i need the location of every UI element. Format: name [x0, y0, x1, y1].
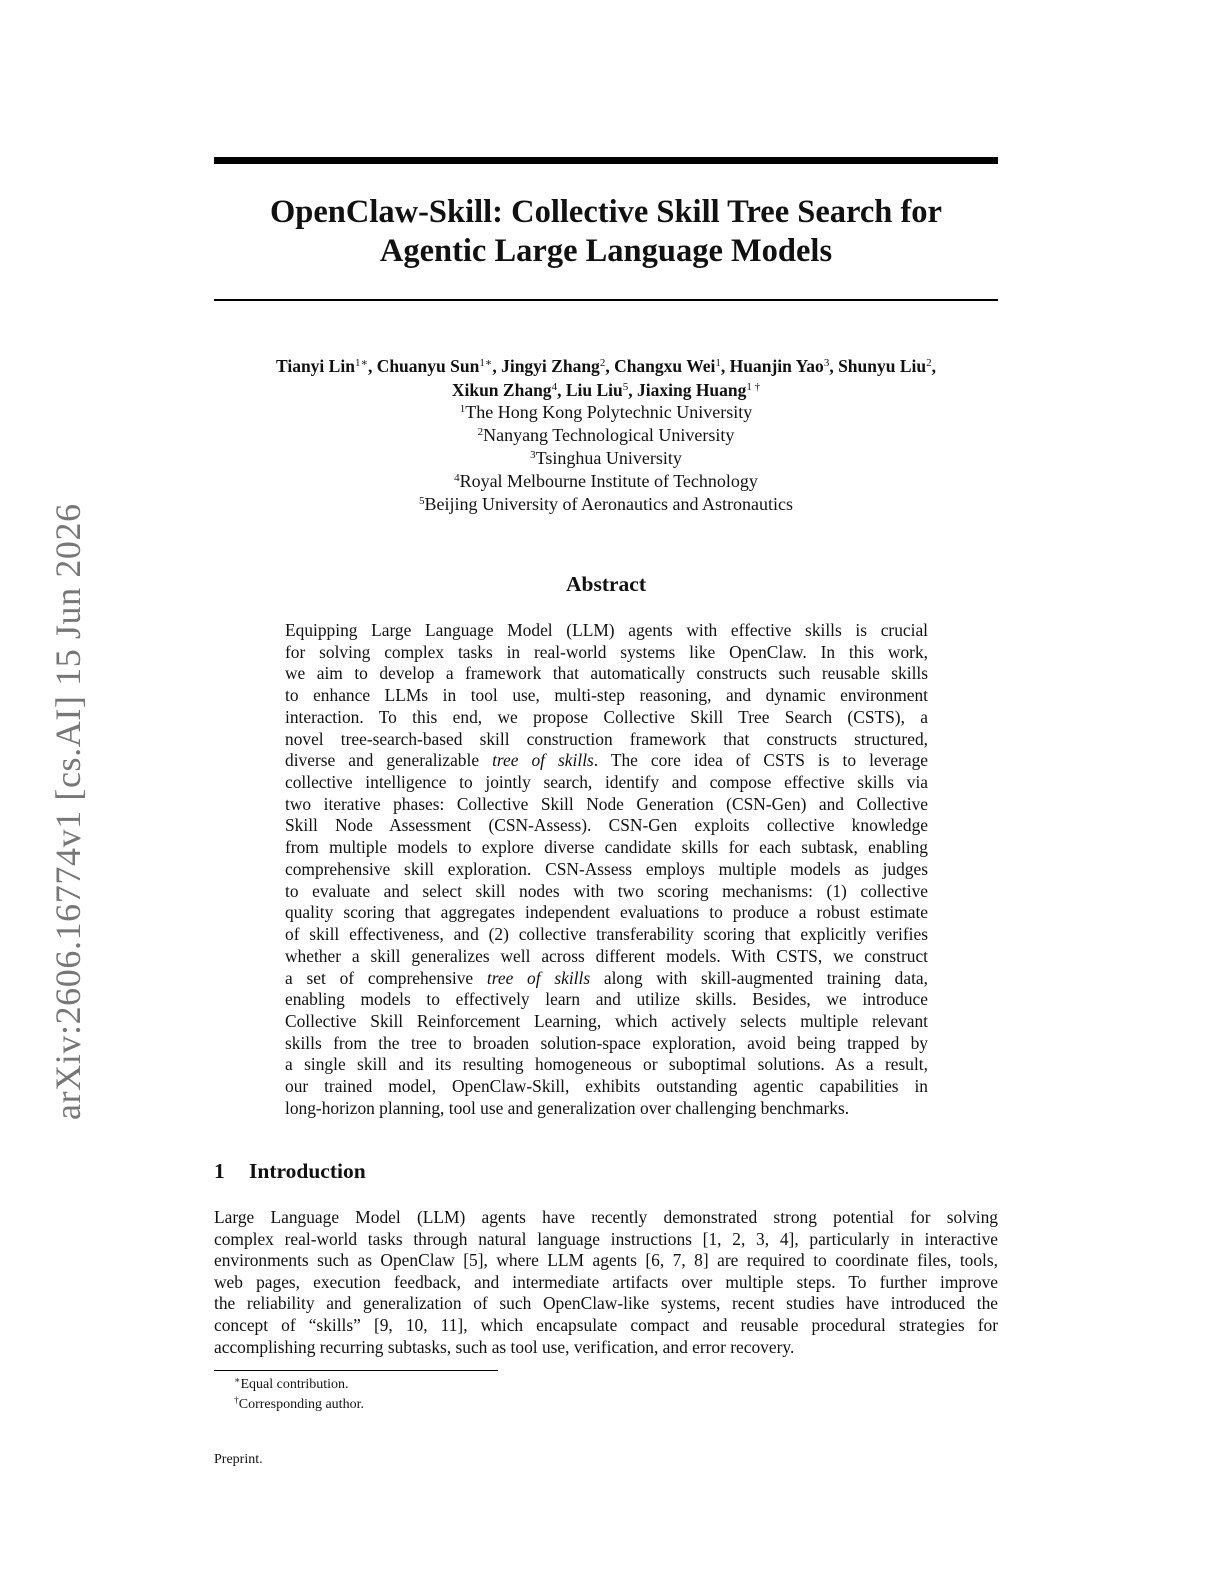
affiliation-list [214, 401, 998, 516]
author-name: Liu Liu [565, 380, 623, 400]
title-top-rule [214, 157, 998, 164]
abstract-line: quality scoring that aggregates independent evaluations to produce a robust estimate [285, 902, 928, 923]
author-affiliation-mark: 2 [599, 357, 606, 369]
author-affiliation-mark: 1 [746, 381, 752, 393]
footnote-mark: † [234, 1395, 239, 1406]
affiliation-mark: 5 [419, 495, 425, 507]
affiliation-item [214, 470, 998, 493]
author-name: Tianyi Lin [275, 356, 355, 376]
author-affiliation-mark: 4 [551, 381, 558, 393]
author-name: Chuanyu Sun [376, 356, 480, 376]
footnote-mark: ∗ [234, 1376, 241, 1386]
abstract-line [285, 968, 928, 990]
title-line-2: Agentic Large Language Models [379, 233, 833, 269]
abstract-line: of skill effectiveness, and (2) collective transferability scoring that explicitly verifies [285, 924, 928, 945]
footnote-text: Equal contribution. [240, 1377, 349, 1392]
abstract-text-run: . The core idea of CSTS is to leverage [593, 750, 928, 771]
body-line: Large Language Model (LLM) agents have recently demonstrated strong potential for solving [214, 1207, 998, 1227]
affiliation-mark: 1 [459, 403, 466, 415]
title-bottom-rule [214, 299, 998, 301]
abstract-line: to enhance LLMs in tool use, multi-step reasoning, and dynamic environment [285, 685, 928, 706]
body-line: complex real-world tasks through natural language instructions [1, 2, 3, 4], particularly in interactive [214, 1228, 998, 1249]
affiliation-name: Royal Melbourne Institute of Technology [459, 471, 758, 491]
author-separator: , [367, 356, 377, 376]
affiliation-item [214, 447, 998, 470]
abstract-line: for solving complex tasks in real-world systems like OpenClaw. In this work, [285, 641, 928, 662]
author-separator: , [720, 356, 730, 376]
author-footnote-mark: ∗ [484, 357, 493, 369]
affiliation-name: The Hong Kong Polytechnic University [465, 402, 753, 422]
author-affiliation-mark: 2 [926, 357, 932, 369]
author-affiliation-mark: 1 [354, 357, 361, 369]
footnote-item [234, 1395, 734, 1415]
abstract-line: enabling models to effectively learn and utilize skills. Besides, we introduce [285, 989, 928, 1010]
author-footnote-mark: ∗ [360, 357, 368, 369]
section-heading-introduction [214, 1157, 998, 1185]
abstract-text-run: diverse and generalizable [285, 750, 493, 771]
affiliation-name: Nanyang Technological University [483, 425, 735, 445]
abstract-line: novel tree-search-based skill construction framework that constructs structured, [285, 728, 928, 749]
abstract-line: from multiple models to explore diverse candidate skills for each subtask, enabling [285, 837, 928, 858]
abstract-text-run: a set of comprehensive [285, 967, 487, 988]
author-name: Changxu Wei [614, 356, 716, 376]
author-list [214, 354, 998, 402]
body-line: environments such as OpenClaw [5], where LLM agents [6, 7, 8] are required to coordinate files, tools, [214, 1250, 998, 1271]
abstract-line: our trained model, OpenClaw-Skill, exhibits outstanding agentic capabilities in [285, 1076, 928, 1097]
affiliation-mark: 3 [530, 449, 536, 461]
paper-title [214, 193, 998, 271]
abstract-line: whether a skill generalizes well across different models. With CSTS, we construct [285, 945, 928, 966]
abstract-line: two iterative phases: Collective Skill Node Generation (CSN-Gen) and Collective [285, 793, 928, 814]
section-number: 1 [214, 1159, 225, 1183]
affiliation-item [214, 424, 998, 447]
affiliation-mark: 4 [454, 472, 460, 484]
abstract-line: skills from the tree to broaden solution-space exploration, avoid being trapped by [285, 1032, 928, 1053]
author-separator: , [557, 380, 566, 400]
author-separator: , [931, 356, 936, 376]
author-footnote-mark: † [751, 381, 761, 393]
footnote-item [234, 1375, 734, 1395]
affiliation-mark: 2 [477, 426, 484, 438]
affiliation-name: Tsinghua University [535, 448, 682, 468]
abstract-line: comprehensive skill exploration. CSN-Assess employs multiple models as judges [285, 858, 928, 879]
body-line: accomplishing recurring subtasks, such as tool use, verification, and error recovery. [214, 1336, 795, 1357]
abstract-heading: Abstract [565, 572, 646, 596]
footnotes [234, 1375, 734, 1414]
author-separator: , [605, 356, 615, 376]
abstract-line: interaction. To this end, we propose Collective Skill Tree Search (CSTS), a [285, 706, 928, 727]
abstract-line: a single skill and its resulting homogeneous or suboptimal solutions. As a result, [285, 1054, 928, 1075]
section-title: Introduction [249, 1159, 366, 1183]
abstract-line: Collective Skill Reinforcement Learning, which actively selects multiple relevant [285, 1010, 928, 1031]
arxiv-identifier-stamp: arXiv:2606.16774v1 [cs.AI] 15 Jun 2026 [48, 503, 88, 1120]
author-line-1 [214, 354, 998, 378]
abstract-body [285, 620, 928, 1120]
author-name: Huanjin Yao [729, 356, 824, 376]
footnote-rule [214, 1370, 498, 1371]
abstract-text-run: along with skill-augmented training data, [590, 967, 928, 988]
abstract-emphasis: tree of skills [492, 750, 594, 771]
affiliation-item [214, 493, 998, 516]
author-affiliation-mark: 1 [715, 357, 721, 369]
body-line: the reliability and generalization of such OpenClaw-like systems, recent studies have introduced the [214, 1293, 998, 1314]
abstract-line: Skill Node Assessment (CSN-Assess). CSN-Gen exploits collective knowledge [285, 815, 928, 836]
abstract-line [285, 750, 928, 772]
title-line-1: OpenClaw-Skill: Collective Skill Tree Search for [270, 194, 942, 230]
abstract-line: long-horizon planning, tool use and generalization over challenging benchmarks. [285, 1097, 850, 1118]
body-line: concept of “skills” [9, 10, 11], which encapsulate compact and reusable procedural strategies for [214, 1314, 998, 1335]
author-name: Shunyu Liu [838, 356, 927, 376]
author-separator: , [628, 380, 637, 400]
footnote-text: Corresponding author. [238, 1396, 364, 1412]
author-separator: , [829, 356, 839, 376]
abstract-line: to evaluate and select skill nodes with two scoring mechanisms: (1) collective [285, 880, 928, 901]
affiliation-item [214, 401, 998, 424]
author-name: Jiaxing Huang [636, 380, 747, 400]
abstract-emphasis: tree of skills [486, 967, 591, 988]
body-line: web pages, execution feedback, and intermediate artifacts over multiple steps. To further improve [214, 1271, 998, 1292]
author-name: Xikun Zhang [451, 380, 552, 400]
preprint-label: Preprint. [214, 1452, 263, 1467]
introduction-paragraph [214, 1207, 998, 1358]
abstract-line: we aim to develop a framework that automatically constructs such reusable skills [285, 663, 928, 684]
author-affiliation-mark: 1 [479, 357, 485, 369]
author-affiliation-mark: 5 [622, 381, 629, 393]
affiliation-name: Beijing University of Aeronautics and Astronautics [424, 494, 793, 514]
author-separator: , [492, 356, 502, 376]
author-name: Jingyi Zhang [501, 356, 600, 376]
abstract-line: Equipping Large Language Model (LLM) agents with effective skills is crucial [285, 620, 928, 640]
author-affiliation-mark: 3 [823, 357, 830, 369]
abstract-line: collective intelligence to jointly search, identify and compose effective skills via [285, 772, 928, 793]
author-line-2 [214, 378, 998, 402]
